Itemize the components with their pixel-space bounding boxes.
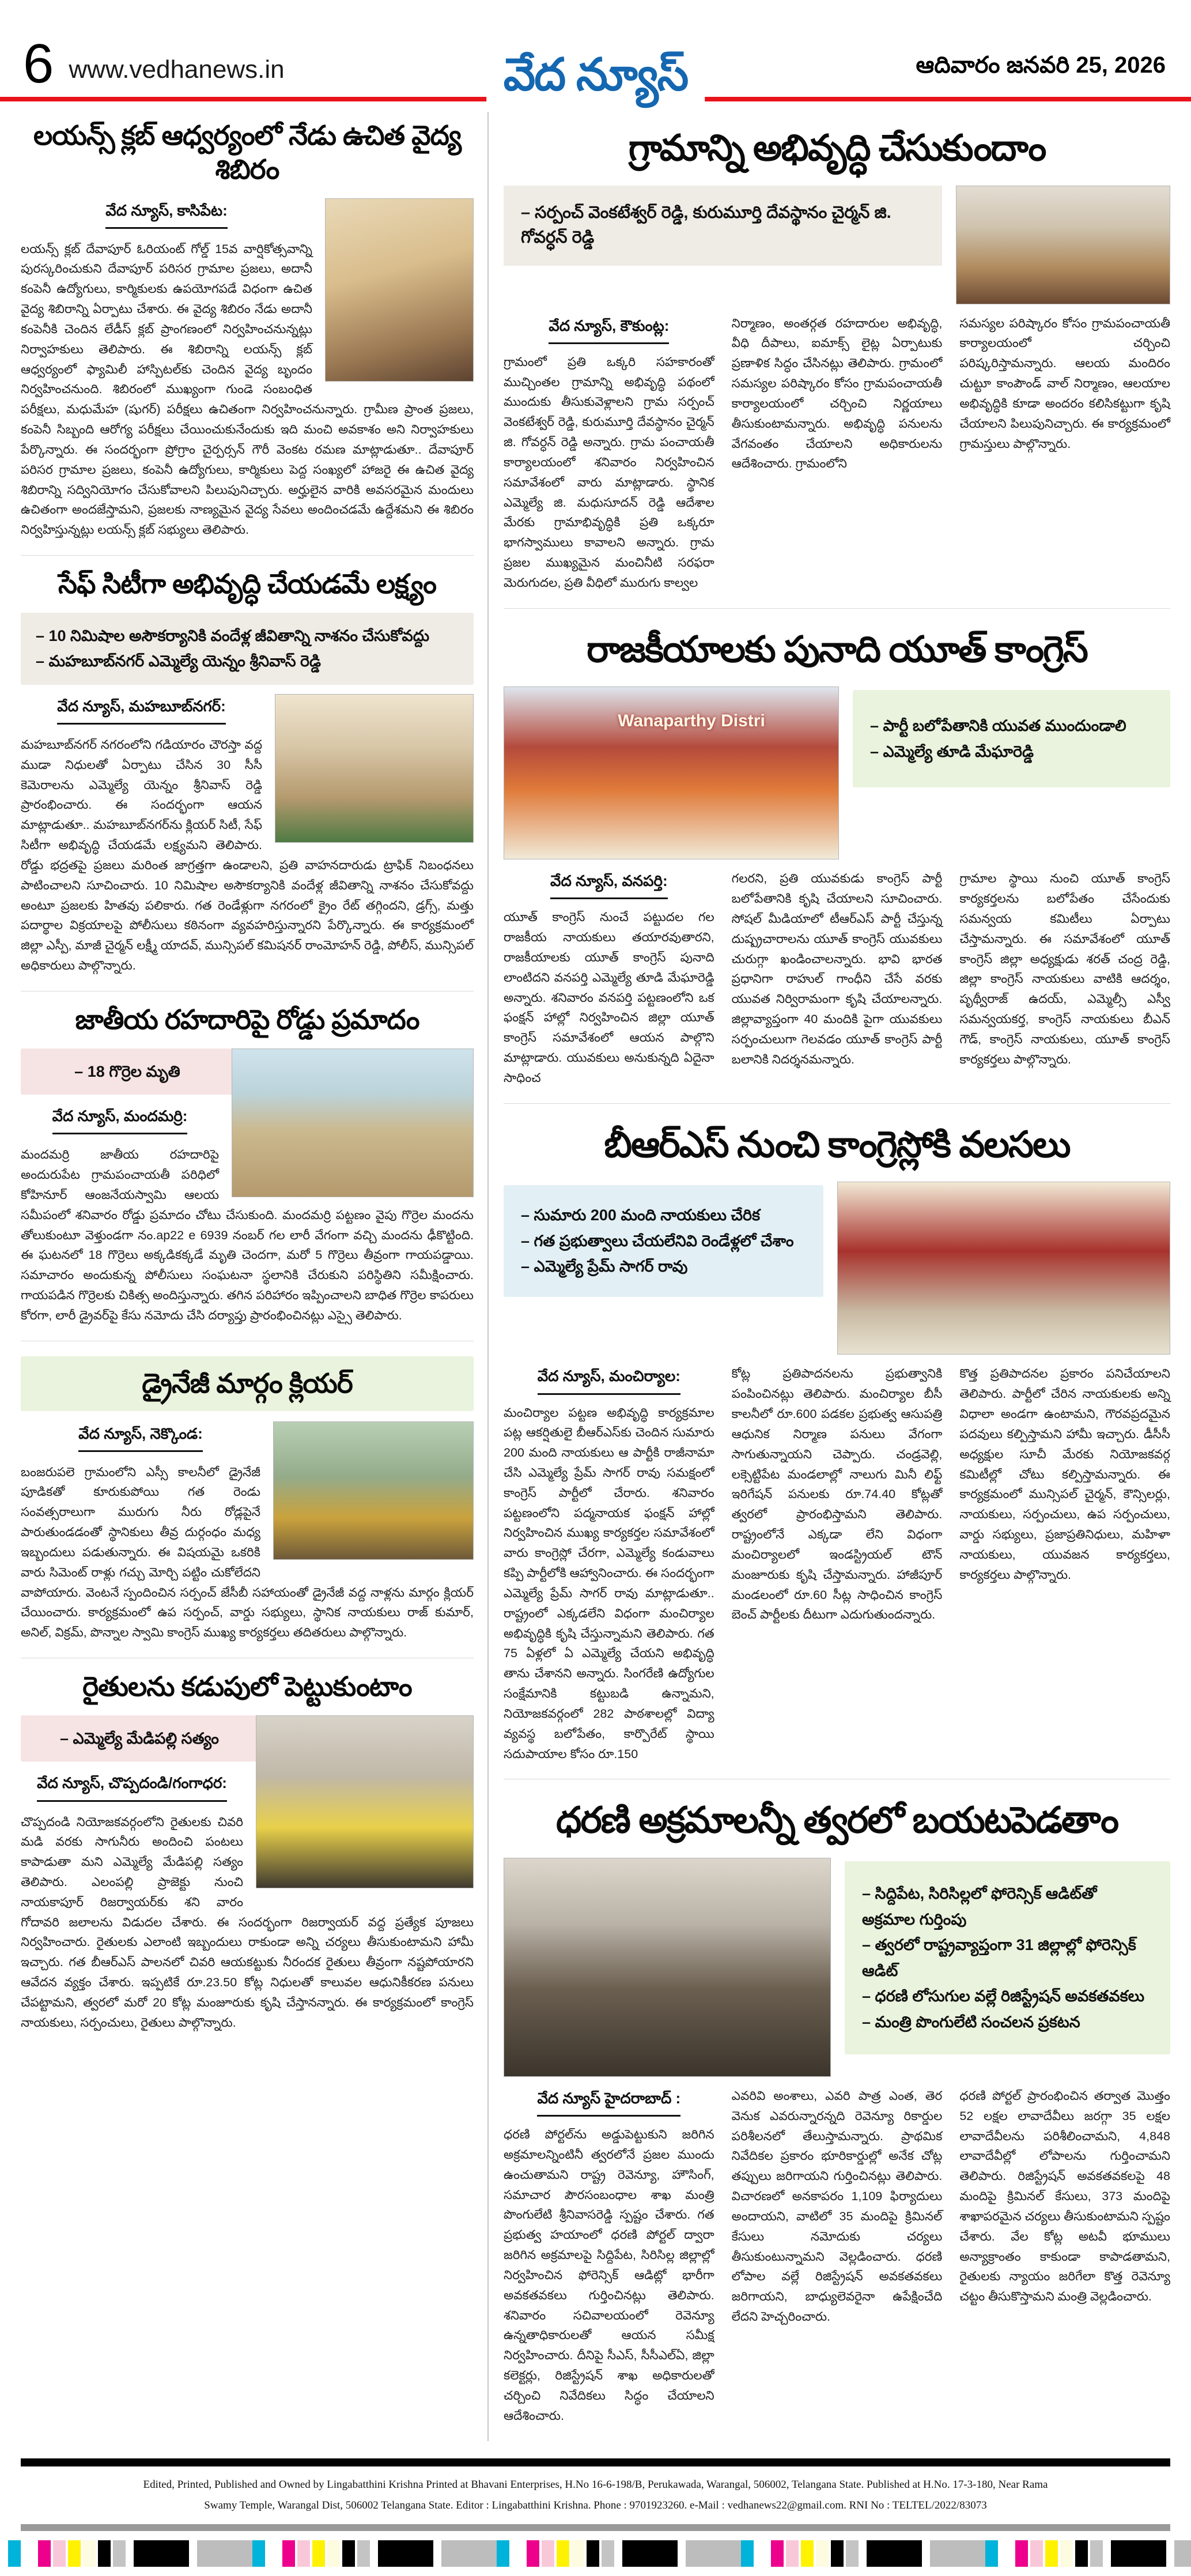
footer-rule-bottom (21, 2524, 1170, 2531)
calibration-bar (831, 2540, 844, 2567)
calibration-bar (542, 2540, 554, 2567)
highlight-box (853, 690, 1170, 787)
article-village-development (504, 107, 1170, 609)
article-lead-row (504, 1858, 1170, 2077)
photo-cc-camera-launch (275, 694, 474, 843)
calibration-black-block (1111, 2540, 1166, 2567)
imprint-line-1: Edited, Printed, Published and Owned by Lingabatthini Krishna Printed at Bhavani Enterprises, H.No 16-6-198/B, Perukawada, Warangal, 506002, Telangana State. Published at H.No. 17-3-180, Near Rama (143, 2478, 1048, 2491)
article-headline: డ్రైనేజీ మార్గం క్లియర్ (21, 1356, 474, 1411)
highlight-box: – సర్పంచ్ వెంకటేశ్వర్ రెడ్డి, కురుమూర్తి దేవస్థానం చైర్మన్ జి. గోవర్ధన్ రెడ్డి (504, 186, 942, 266)
edition-date: ఆదివారం జనవరి 25, 2026 (916, 52, 1166, 78)
calibration-group (252, 2540, 497, 2567)
footer-rule-top (21, 2458, 1170, 2466)
calibration-bar (267, 2540, 280, 2567)
calibration-bar (572, 2540, 584, 2567)
calibration-bar (1060, 2540, 1073, 2567)
imprint-line-2: Swamy Temple, Warangal Dist, 506002 Telangana State. Editor : Lingabatthini Krishna. Phone : 9701923260. e-Mail : vedhanews22@gmail.com. RNI No : TELTEL/2022/83073 (204, 2499, 987, 2511)
calibration-bar (252, 2540, 265, 2567)
calibration-gray-block (930, 2540, 985, 2567)
imprint (0, 2466, 1191, 2522)
article-headline: రైతులను కడుపులో పెట్టుకుంటాం (82, 1671, 412, 1702)
highlight-line: – ఎమ్మెల్యే ప్రేమ్ సాగర్ రావు (521, 1258, 688, 1276)
article-headline: ధరణి అక్రమాలన్నీ త్వరలో బయటపెడతాం (555, 1800, 1118, 1841)
right-column (489, 107, 1170, 2441)
body-column: కోట్ల ప్రతిపాదనలను ప్రభుత్వానికి పంపించినట్లు తెలిపారు. మంచిర్యాల బీసీ కాలనీలో రూ.600 పడకల ప్రభుత్వ ఆసుపత్రి ఆధునిక నిర్మాణ పనులు వేగంగా సాగుతున్నాయని చెప్పారు. చండ్రవెల్లి, లక్సెట్టిపేట మండలాల్లో నాలుగు మినీ లిఫ్ట్ ఇరిగేషన్ పనులకు రూ.74.40 కోట్లతో త్వరలో ప్రారంభిస్తామని తెలిపారు. రాష్ట్రంలోనే ఎక్కడా లేని విధంగా మంచిర్యాలలో ఇండస్ట్రియల్ టౌన్ మంజూరుకు కృషి చేస్తామన్నారు. హాజీపూర్ మండలంలో రూ.60 సీట్ల సాధించిన కాంగ్రెస్ బెంచ్ పార్టీలకు దీటుగా ఎదుగుతుందన్నారు. (731, 1367, 943, 1622)
highlight-line: – ఎమ్మెల్యే తూడి మేఘారెడ్డి (870, 742, 1034, 760)
article-body (21, 198, 474, 541)
photo-banner-text: Wanaparthy Distri (618, 711, 765, 730)
body-text: లయన్స్ క్లబ్ దేవాపూర్ ఓరియంట్ గోల్డ్ 15వ వార్షికోత్సవాన్ని పురస్కరించుకుని దేవాపూర్ పరిసర గ్రామాల ప్రజలు, అదానీ కంపెనీ ఉద్యోగులు, కార్మికులకు ఉపయోగపడే విధంగా ఉచిత వైద్య శిబిరాన్ని ఏర్పాటు చేశారు. ఈ వైద్య శిబిరం నేడు అదానీ కంపెనీకి చెందిన లేడీస్ క్లబ్ ప్రాంగణంలో నిర్వహించనున్నట్లు నిర్వాహకులు తెలిపారు. ఈ శిబిరాన్ని లయన్స్ క్లబ్ ఆధ్వర్యంలో ఫ్యామిలీ హాస్పిటల్‌కు చెందిన వైద్య బృందం నిర్వహించనుంది. శిబిరంలో ముఖ్యంగా గుండె సంబంధిత పరీక్షలు, మధుమేహ (షుగర్) పరీక్షలు ఉచితంగా నిర్వహించనున్నారు. గ్రామీణ ప్రాంత ప్రజలు, కంపెనీ సిబ్బంది ఆరోగ్య పరీక్షలు చేయించుకునేందుకు ఇది మంచి అవకాశం అని నిర్వాహకులు పేర్కొన్నారు. ఈ సందర్భంగా ప్రోగ్రాం చైర్పర్సన్ గౌరీ వెంకట రమణ మాట్లాడుతూ.. దేవాపూర్ పరిసర గ్రామాల ప్రజలు, కంపెనీ ఉద్యోగులు, కార్మికులు పెద్ద సంఖ్యలో హాజరై ఈ ఉచిత వైద్య శిబిరాన్ని సద్వినియోగం చేసుకోవాలని పిలుపునిచ్చారు. అర్హులైన వారికి అవసరమైన మందులు ఉచితంగా అందజేస్తామని, ప్రజలకు నాణ్యమైన వైద్య సేవలు అందించడమే ఉద్దేశమని ఈ శిబిరం నిర్వహిస్తున్నట్లు లయన్స్ క్లబ్ సభ్యులు తెలిపారు. (21, 242, 474, 537)
website-url: www.vedhanews.in (69, 55, 285, 84)
calibration-gray-block (197, 2540, 252, 2567)
article-road-accident (21, 991, 474, 1341)
calibration-bar (527, 2540, 539, 2567)
highlight-line: – 10 నిమిషాల అసౌకర్యానికి వందేళ్ల జీవితాన్ని నాశనం చేసుకోవద్దు (36, 627, 430, 644)
article-body (504, 314, 1170, 593)
article-body (21, 1715, 474, 2033)
highlight-line: – సిద్దిపేట, సిరిసిల్లలో ఫోరెన్సిక్ ఆడిట్‌తో అక్రమాల గుర్తింపు (862, 1885, 1097, 1928)
article-headline: గ్రామాన్ని అభివృద్ధి చేసుకుందాం (628, 128, 1046, 168)
byline: వేద న్యూస్, మంచిర్యాల: (504, 1364, 714, 1394)
highlight-box (845, 1861, 1170, 2054)
article-lead-row (504, 1182, 1170, 1355)
article-lead-row (504, 186, 1170, 304)
body-column: గలరని, ప్రతి యువకుడు కాంగ్రెస్ పార్టీ బలోపేతానికి కృషి చేయాలని సూచించారు. సోషల్ మీడియాలో టీఆర్ఎస్ పార్టీ చేస్తున్న దుష్ప్రచారాలను యూత్ కాంగ్రెస్ యువకులు చురుగ్గా ఖండించాలన్నారు. భావి భారత ప్రధానిగా రాహుల్ గాంధీని చేసే వరకు యువత నిర్విరామంగా కృషి చేయాలన్నారు. జిల్లావ్యాప్తంగా 40 మందికి పైగా యువకులు సర్పంచులుగా గెలవడం యూత్ కాంగ్రెస్ పార్టీ బలానికి నిదర్శనమన్నారు. (731, 872, 943, 1066)
article-lead-row (504, 687, 1170, 859)
body-column: యూత్ కాంగ్రెస్ నుంచే పట్టుదల గల రాజకీయ నాయకులు తయారవుతారని, రాజకీయాలకు యూత్ కాంగ్రెస్ పునాది లాంటిదని వనపర్తి ఎమ్మెల్యే తూడి మేఘారెడ్డి అన్నారు. శనివారం వనపర్తి పట్టణంలోని ఒక ఫంక్షన్ హాల్లో నిర్వహించిన జిల్లా యూత్ కాంగ్రెస్ సమావేశంలో ఆయన పాల్గొని మాట్లాడారు. యువకులు అనుకున్నది ఏదైనా సాధించ (504, 910, 714, 1085)
article-body (21, 1421, 474, 1643)
calibration-bar (38, 2540, 51, 2567)
calibration-bar (342, 2540, 355, 2567)
calibration-bar (23, 2540, 36, 2567)
body-column: ఎవరివి అంశాలు, ఎవరి పాత్ర ఎంత, తెర వెనుక ఎవరున్నారన్నది రెవెన్యూ రికార్డుల పరిశీలనలో తేలుస్తామన్నారు. ప్రాథమిక నివేదికల ప్రకారం భూరికార్డుల్లో అనేక చోట్ల తప్పులు జరిగాయని గుర్తించినట్లు తెలిపారు. విచారణలో అనకాపరం 1,109 ఫిర్యాదులు అందాయని, వాటిలో 35 మందిపై క్రిమినల్ కేసులు నమోదుకు చర్యలు తీసుకుంటున్నామని వెల్లడించారు. ధరణి లోపాల వల్లే రిజిస్ట్రేషన్ అవకతవకలు జరిగాయని, బాధ్యులెవరైనా ఉపేక్షించేది లేదని హెచ్చరించారు. (731, 2089, 943, 2324)
calibration-bar (985, 2540, 998, 2567)
left-column (21, 107, 489, 2441)
highlight-line: – ఎమ్మెల్యే మేడిపల్లి సత్యం (60, 1729, 219, 1747)
highlight-line: – త్వరలో రాష్ట్రవ్యాప్తంగా 31 జిల్లాల్లో ఫోరెన్సిక్ ఆడిట్ (862, 1936, 1136, 1979)
byline: వేద న్యూస్, చొప్పదండి/గంగాధర: (21, 1771, 474, 1801)
calibration-bar (557, 2540, 569, 2567)
calibration-bar (816, 2540, 829, 2567)
article-lions-club (21, 107, 474, 556)
calibration-bar (282, 2540, 295, 2567)
newspaper-logo: వేద న్యూస్ (486, 48, 705, 112)
calibration-gray-block (1174, 2540, 1191, 2567)
calibration-bar (1075, 2540, 1088, 2567)
body-column: గ్రామంలో ప్రతి ఒక్కరి సహకారంతో ముచ్చింతల గ్రామాన్ని అభివృద్ధి పథంలో ముందుకు తీసుకువెళ్లాలని గ్రామ సర్పంచ్ వెంకటేశ్వర్ రెడ్డి, కురుమూర్తి దేవస్థానం చైర్మన్ జి. గోవర్ధన్ రెడ్డి అన్నారు. గ్రామ పంచాయతీ కార్యాలయంలో శనివారం నిర్వహించిన సమావేశంలో వారు మాట్లాడారు. స్థానిక ఎమ్మెల్యే జి. మధుసూదన్ రెడ్డి ఆదేశాల మేరకు గ్రామాభివృద్ధికి ప్రతి ఒక్కరూ భాగస్వాములు కావాలని అన్నారు. గ్రామ ప్రజల ముఖ్యమైన మంచినీటి సరఫరా మెరుగుదల, ప్రతి వీధిలో మురుగు కాల్వల (504, 354, 714, 590)
article-drainage (21, 1341, 474, 1658)
photo-village-leaders (956, 186, 1170, 304)
byline: వేద న్యూస్, కాసిపేట: (21, 198, 474, 229)
calibration-bar (98, 2540, 111, 2567)
highlight-line: – మంత్రి పొంగులేటి సంచలన ప్రకటన (862, 2013, 1080, 2031)
calibration-bar (1000, 2540, 1013, 2567)
photo-medical-camp-organizer (325, 198, 474, 382)
calibration-bar (8, 2540, 21, 2567)
photo-youth-congress-meeting (504, 687, 839, 859)
byline: వేద న్యూస్ హైదరాబాద్ : (504, 2086, 714, 2117)
calibration-black-block (134, 2540, 189, 2567)
article-body (21, 1048, 474, 1326)
calibration-group (497, 2540, 741, 2567)
highlight-line: – 18 గొర్రెల మృతి (74, 1062, 180, 1080)
calibration-black-block (867, 2540, 922, 2567)
article-brs-defections (504, 1104, 1170, 1780)
highlight-line: – ధరణి లోసుగుల వల్లే రిజిస్ట్రేషన్ అవకతవకలు (862, 1987, 1145, 2005)
calibration-bar (297, 2540, 310, 2567)
color-calibration-strip (0, 2540, 1191, 2576)
body-column: సమస్యల పరిష్కారం కోసం గ్రామపంచాయతీ కార్యాలయంలో చర్చించి పరిష్కరిస్తామన్నారు. ఆలయ మందిరం చుట్టూ కాంపౌండ్ వాల్ నిర్మాణం, ఆలయాల అభివృద్ధికి కూడా అందరం కలిసికట్టుగా కృషి చేయాలని పిలుపునిచ్చారు. ఈ కార్యక్రమంలో గ్రామస్తులు పాల్గొన్నారు. (959, 316, 1170, 451)
calibration-group (8, 2540, 252, 2567)
byline: వేద న్యూస్, నెక్కొండ: (21, 1421, 474, 1452)
body-column: ధరణి పోర్టల్ ప్రారంభించిన తర్వాత మొత్తం 52 లక్షల లావాదేవీలు జరగ్గా 35 లక్షల లావాదేవీలను పరిశీలించామని, 4,848 లావాదేవీల్లో లోపాలను గుర్తించామని తెలిపారు. రిజిస్ట్రేషన్ అవకతవకలపై 48 మందిపై క్రిమినల్ కేసులు, 373 మందిపై శాఖాపరమైన చర్యలు తీసుకుంటామని స్పష్టం చేశారు. వేల కోట్ల అటవీ భూములు అన్యాక్రాంతం కాకుండా కాపాడతామని, రైతులకు న్యాయం జరిగేలా కొత్త రెవెన్యూ చట్టం తీసుకొస్తామని మంత్రి వెల్లడించారు. (959, 2089, 1170, 2304)
article-safe-city (21, 556, 474, 991)
photo-accident-scene (232, 1048, 474, 1197)
body-column: నిర్మాణం, అంతర్గత రహదారుల అభివృద్ధి, వీధి దీపాలు, ఐమాక్స్ లైట్ల ఏర్పాటుకు ప్రణాళిక సిద్ధం చేసినట్లు తెలిపారు. గ్రామంలో సమస్యల పరిష్కారం కోసం గ్రామపంచాయతీ కార్యాలయంలో చర్చించి నిర్ణయాలు తీసుకుంటామన్నారు. అభివృద్ధి పనులను వేగవంతం చేయాలని అధికారులను ఆదేశించారు. గ్రామంలోని (731, 316, 943, 471)
masthead (0, 0, 1191, 100)
calibration-bar (357, 2540, 370, 2567)
calibration-bar (771, 2540, 784, 2567)
masthead-left (23, 33, 285, 95)
calibration-bar (83, 2540, 96, 2567)
calibration-group (741, 2540, 985, 2567)
calibration-bar (1015, 2540, 1028, 2567)
calibration-bar (1045, 2540, 1058, 2567)
article-headline: జాతీయ రహదారిపై రోడ్డు ప్రమాదం (75, 1004, 419, 1035)
calibration-bar (512, 2540, 524, 2567)
highlight-box (504, 1185, 823, 1297)
calibration-bar (1090, 2540, 1103, 2567)
body-text: మందమర్రి జాతీయ రహదారిపై అందురుపేట గ్రామపంచాయతీ పరిధిలో కోహినూర్ ఆంజనేయస్వామి ఆలయ సమీపంలో శనివారం రోడ్డు ప్రమాదం చోటు చేసుకుంది. మందమర్రి పట్టణం వైపు గొర్రెల మందను తోలుకుంటూ వెళ్తుండగా నం.ap22 e 6939 నంబర్ గల లారీ వేగంగా వచ్చి మందను ఢీకొట్టింది. ఈ ఘటనలో 18 గొర్రెలు అక్కడికక్కడే మృతి చెందగా, మరో 5 గొర్రెలు తీవ్రంగా గాయపడ్డాయి. సమాచారం అందుకున్న పోలీసులు సంఘటనా స్థలానికి చేరుకుని పరిస్థితిని సమీక్షించారు. గాయపడిన గొర్రెలకు చికిత్స అందిస్తున్నారు. తగిన పరిహారం ఇప్పించాలని బాధిత గొర్రెల కాపరులు కోరగా, లారీ డ్రైవర్‌పై కేసు నమోదు చేసి దర్యాప్తు ప్రారంభించినట్లు ఎస్సై తెలిపారు. (21, 1148, 474, 1322)
byline: వేద న్యూస్, కౌకుంట్ల: (504, 314, 714, 344)
photo-congress-joining-stage (837, 1182, 1170, 1355)
article-body (21, 694, 474, 976)
page-number: 6 (23, 33, 54, 95)
article-headline: సేఫ్ సిటీగా అభివృద్ధి చేయడమే లక్ష్యం (58, 568, 437, 599)
calibration-black-block (622, 2540, 678, 2567)
article-body (504, 1364, 1170, 1764)
article-headline: లయన్స్ క్లబ్ ఆధ్వర్యంలో నేడు ఉచిత వైద్య శిబిరం (33, 120, 461, 184)
calibration-bar (497, 2540, 509, 2567)
photo-water-release-event (256, 1715, 474, 1888)
calibration-bar (68, 2540, 81, 2567)
byline: వేద న్యూస్, మహబూబ్‌నగర్: (21, 694, 474, 725)
page-content (0, 101, 1191, 2458)
calibration-gray-block (441, 2540, 497, 2567)
article-farmers (21, 1658, 474, 2048)
highlight-box (21, 613, 474, 685)
calibration-gray-block (686, 2540, 741, 2567)
body-column: గ్రామాల స్థాయి నుంచి యూత్ కాంగ్రెస్ కార్యకర్తలను బలోపేతం చేసేందుకు సమన్వయ కమిటీలు ఏర్పాటు చేస్తామన్నారు. ఈ సమావేశంలో యూత్ కాంగ్రెస్ జిల్లా అధ్యక్షుడు శరత్ చంద్ర రెడ్డి, జిల్లా కాంగ్రెస్ నాయకులు వాటికి ఆదర్శం, పృథ్వీరాజ్ ఉదయ్, ఎమ్మెల్సీ ఎస్వీ సమన్వయకర్త, కాంగ్రెస్ నాయకులు బీఎన్ గౌడ్, కాంగ్రెస్ నాయకులు, యూత్ కాంగ్రెస్ కార్యకర్తలు పాల్గొన్నారు. (959, 872, 1170, 1066)
photo-jcb-drainage-work (273, 1421, 474, 1560)
body-column: మంచిర్యాల పట్టణ అభివృద్ధి కార్యక్రమాల పట్ల ఆకర్షితులై బీఆర్ఎస్‌కు చెందిన సుమారు 200 మంది నాయకులు ఆ పార్టీకి రాజీనామా చేసి ఎమ్మెల్యే ప్రేమ్ సాగర్ రావు సమక్షంలో కాంగ్రెస్ పార్టీలో చేరారు. శనివారం పట్టణంలోని పద్మనాయక ఫంక్షన్ హాల్లో నిర్వహించిన ముఖ్య కార్యకర్తల సమావేశంలో వారు కాంగ్రెస్లో చేరగా, ఎమ్మెల్యే కండువాలు కప్పి పార్టీలోకి ఆహ్వానించారు. ఈ సందర్భంగా ఎమ్మెల్యే ప్రేమ్ సాగర్ రావు మాట్లాడుతూ.. రాష్ట్రంలో ఎక్కడలేని విధంగా మంచిర్యాల అభివృద్ధికి కృషి చేస్తున్నామని తెలిపారు. గత 75 ఏళ్లలో ఏ ఎమ్మెల్యే చేయని అభివృద్ధి తాను చేశానని అన్నారు. సింగరేణి ఉద్యోగుల సంక్షేమానికి కట్టుబడి ఉన్నామని, నియోజకవర్గంలో 282 పాఠశాలల్లో విద్యా వ్యవస్థ బలోపేతం, కార్పొరేట్ స్థాయి సదుపాయాల కోసం రూ.150 (504, 1405, 714, 1761)
body-text: మహబూబ్‌నగర్ నగరంలోని గడియారం చౌరస్తా వద్ద ముడా నిధులతో ఏర్పాటు చేసిన 30 సీసీ కెమెరాలను ఎమ్మెల్యే యెన్నం శ్రీనివాస్ రెడ్డి ప్రారంభించారు. ఈ సందర్భంగా ఆయన మాట్లాడుతూ.. మహబూబ్‌నగర్‌ను క్లియర్ సిటీ, సేఫ్ సిటీగా అభివృద్ధి చేయడమే లక్ష్యమని తెలిపారు. రోడ్డు భద్రతపై ప్రజలు మరింత జాగ్రత్తగా ఉండాలని, ప్రతి వాహనదారుడు ట్రాఫిక్ నిబంధనలు పాటించాలని సూచించారు. 10 నిమిషాల అసౌకర్యానికి వందేళ్ల జీవితాన్ని నాశనం చేసుకోవద్దు అంటూ ప్రజలకు హితవు పలికారు. గత రెండేళ్లుగా నగరంలో క్రైం రేట్ తగ్గిందని, డ్రగ్స్, మత్తు పదార్థాల విక్రయాలపై పోలీసులు కఠినంగా వ్యవహరిస్తున్నారని పేర్కొన్నారు. ఈ కార్యక్రమంలో జిల్లా ఎస్పీ, మాజీ చైర్మన్ లక్ష్మీ యాదవ్, మున్సిపల్ కమిషనర్ రాంమోహన్ రెడ్డి, పోలీస్, మున్సిపల్ అధికారులు పాల్గొన్నారు. (21, 737, 474, 973)
body-text: చొప్పదండి నియోజకవర్గంలోని రైతులకు చివరి మడి వరకు సాగునీరు అందించి పంటలు కాపాడుతా మని ఎమ్మెల్యే మేడిపల్లి సత్యం తెలిపారు. ఎలంపల్లి ప్రాజెక్టు నుంచి నాయకాపూర్ రిజర్వాయర్‌కు శని వారం గోదావరి జలాలను విడుదల చేశారు. ఈ సందర్భంగా రిజర్వాయర్ వద్ద ప్రత్యేక పూజలు నిర్వహించారు. రైతులకు ఎలాంటి ఇబ్బందులు రాకుండా అన్ని చర్యలు తీసుకుంటామని హామీ ఇచ్చారు. గత బీఆర్ఎస్ పాలనలో చివరి ఆయకట్టుకు నీరందక రైతులు తీవ్రంగా నష్టపోయారని ఆవేదన వ్యక్తం చేశారు. ఇప్పటికే రూ.23.50 కోట్ల నిధులతో కాలువల ఆధునికీకరణ పనులు చేపట్టామని, త్వరలో మరో 20 కోట్ల మంజూరుకు కృషి చేస్తానన్నారు. ఈ కార్యక్రమంలో కాంగ్రెస్ నాయకులు, సర్పంచులు, రైతులు పాల్గొన్నారు. (21, 1815, 474, 2030)
calibration-bar (587, 2540, 599, 2567)
article-body (504, 869, 1170, 1088)
calibration-bar (756, 2540, 769, 2567)
photo-minister-review-meeting (504, 1858, 831, 2077)
highlight-line: – గత ప్రభుత్వాలు చేయలేనివి రెండేళ్లలో చేశాం (521, 1232, 794, 1250)
calibration-bar (786, 2540, 799, 2567)
calibration-bar (846, 2540, 859, 2567)
article-youth-congress (504, 609, 1170, 1104)
calibration-group (985, 2540, 1191, 2567)
highlight-line: – మహబూబ్‌నగర్ ఎమ్మెల్యే యెన్నం శ్రీనివాస్ రెడ్డి (36, 653, 322, 670)
highlight-line: – సుమారు 200 మంది నాయకులు చేరిక (521, 1206, 761, 1224)
calibration-bar (53, 2540, 66, 2567)
article-headline: రాజకీయాలకు పునాది యూత్ కాంగ్రెస్ (587, 629, 1087, 670)
calibration-bar (327, 2540, 340, 2567)
calibration-black-block (378, 2540, 433, 2567)
calibration-bar (602, 2540, 614, 2567)
highlight-line: – పార్టీ బలోపేతానికి యువత ముందుండాలి (870, 717, 1126, 735)
body-text: బంజరుపలె గ్రామంలోని ఎస్సీ కాలనీలో డ్రైనేజీ పూడికతో కూరుకుపోయి గత రెండు సంవత్సరాలుగా మురుగు నీరు రోడ్లపైనే పారుతుండడంతో స్థానికులు తీవ్ర దుర్గంధం మధ్య ఇబ్బందులు పడుతున్నారు. ఈ విషయమై ఒకరికి వారు సిమెంట్ రాళ్లు గచ్చు మోర్చి పట్టిం చుకోలేదని వాపోయారు. వెంటనే స్పందించిన సర్పంచ్ జేసీబీ సహాయంతో డ్రైనేజీ వద్ద నాళ్లను మార్గం క్లియర్ చేయించారు. కార్యక్రమంలో ఉప సర్పంచ్, వార్డు సభ్యులు, స్థానిక నాయకులు రాజ్ కుమార్, అనిల్, విక్రమ్, పొన్నాల స్వామి కాంగ్రెస్ ముఖ్య కార్యకర్తలు తదితరులు పాల్గొన్నారు. (21, 1465, 474, 1640)
byline: వేద న్యూస్, వనపర్తి: (504, 869, 714, 899)
calibration-bar (741, 2540, 754, 2567)
article-body (504, 2086, 1170, 2426)
calibration-bar (801, 2540, 814, 2567)
body-column: ధరణి పోర్టల్‌ను అడ్డుపెట్టుకుని జరిగిన అక్రమాలన్నింటినీ త్వరలోనే ప్రజల ముందు ఉంచుతామని రాష్ట్ర రెవెన్యూ, హౌసింగ్, సమాచార పౌరసంబంధాల శాఖ మంత్రి పొంగులేటి శ్రీనివాసరెడ్డి స్పష్టం చేశారు. గత ప్రభుత్వ హయాంలో ధరణి పోర్టల్ ద్వారా జరిగిన అక్రమాలపై సిద్దిపేట, సిరిసిల్ల జిల్లాల్లో నిర్వహించిన ఫోరెన్సిక్ ఆడిట్లో భారీగా అవకతవకలు గుర్తించినట్లు తెలిపారు. శనివారం సచివాలయంలో రెవెన్యూ ఉన్నతాధికారులతో ఆయన సమీక్ష నిర్వహించారు. దీనిపై సీఎస్, సీసీఎల్ఏ, జిల్లా కలెక్టర్లు, రిజిస్ట్రేషన్ శాఖ అధికారులతో చర్చించి నివేదికలు సిద్ధం చేయాలని ఆదేశించారు. (504, 2128, 714, 2423)
body-column: కొత్త ప్రతిపాదనల ప్రకారం పనిచేయాలని తెలిపారు. పార్టీలో చేరిన నాయకులకు అన్ని విధాలా అండగా ఉంటామని, గౌరవప్రదమైన పదవులు కల్పిస్తామని హామీ ఇచ్చారు. డీసీసీ అధ్యక్షుల సూచీ మేరకు నియోజకవర్గ కమిటీల్లో చోటు కల్పిస్తామన్నారు. ఈ కార్యక్రమంలో మున్సిపల్ చైర్మన్, కౌన్సిలర్లు, నాయకులు, సర్పంచులు, ఉప సర్పంచులు, వార్డు సభ్యులు, ప్రజాప్రతినిధులు, మహిళా నాయకులు, యువజన కార్యకర్తలు, కార్యకర్తలు పాల్గొన్నారు. (959, 1367, 1170, 1582)
calibration-bar (1030, 2540, 1043, 2567)
byline: వేద న్యూస్, మందమర్రి: (21, 1104, 474, 1134)
article-headline: బీఆర్ఎస్ నుంచి కాంగ్రెస్లోకి వలసలు (604, 1124, 1070, 1165)
calibration-bar (312, 2540, 325, 2567)
calibration-bar (113, 2540, 126, 2567)
page-footer (0, 2458, 1191, 2576)
article-dharani (504, 1779, 1170, 2441)
